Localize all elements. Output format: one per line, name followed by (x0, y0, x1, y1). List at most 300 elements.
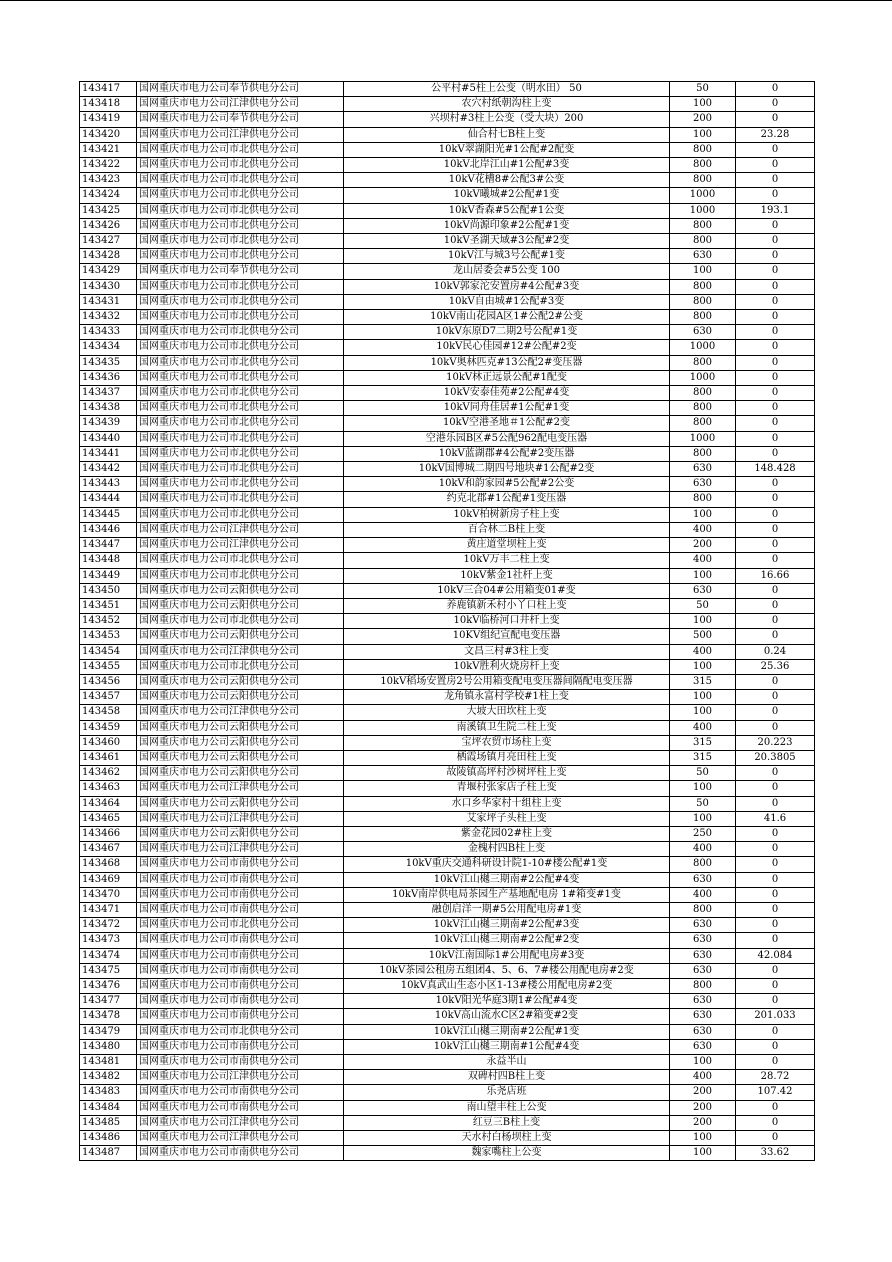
row-company: 国网重庆市电力公司市南供电分公司 (137, 978, 344, 993)
row-id: 143445 (80, 507, 137, 522)
table-row (80, 294, 815, 309)
row-company: 国网重庆市电力公司市北供电分公司 (137, 431, 344, 446)
row-id: 143444 (80, 492, 137, 507)
row-capacity: 100 (670, 97, 736, 112)
row-company: 国网重庆市电力公司市南供电分公司 (137, 857, 344, 872)
row-company: 国网重庆市电力公司市北供电分公司 (137, 173, 344, 188)
row-id: 143465 (80, 811, 137, 826)
row-company: 国网重庆市电力公司市南供电分公司 (137, 948, 344, 963)
row-id: 143432 (80, 310, 137, 325)
row-capacity: 630 (670, 462, 736, 477)
row-capacity: 800 (670, 978, 736, 993)
row-company: 国网重庆市电力公司市北供电分公司 (137, 158, 344, 173)
row-capacity: 1000 (670, 431, 736, 446)
row-capacity: 315 (670, 735, 736, 750)
row-value: 0 (736, 796, 815, 811)
row-company: 国网重庆市电力公司市南供电分公司 (137, 1039, 344, 1054)
row-capacity: 50 (670, 598, 736, 613)
table-row (80, 963, 815, 978)
row-value: 0 (736, 158, 815, 173)
row-capacity: 100 (670, 1055, 736, 1070)
table-row (80, 766, 815, 781)
row-company: 国网重庆市电力公司江津供电分公司 (137, 644, 344, 659)
row-id: 143487 (80, 1146, 137, 1161)
table-row (80, 568, 815, 583)
table-row (80, 325, 815, 340)
row-transformer-name: 红豆三B柱上变 (344, 1115, 670, 1130)
row-value: 0 (736, 1055, 815, 1070)
row-capacity: 100 (670, 127, 736, 142)
table-row (80, 188, 815, 203)
row-capacity: 800 (670, 294, 736, 309)
row-id: 143418 (80, 97, 137, 112)
row-value: 0 (736, 492, 815, 507)
row-value: 0 (736, 416, 815, 431)
row-transformer-name: 融创启洋一期#5公用配电房#1变 (344, 902, 670, 917)
table-row (80, 1039, 815, 1054)
row-capacity: 100 (670, 1131, 736, 1146)
row-transformer-name: 10kV南山花园A区1#公配2#公变 (344, 310, 670, 325)
row-transformer-name: 10kV茶园公租房五组团4、5、6、7#楼公用配电房#2变 (344, 963, 670, 978)
row-transformer-name: 10kV柏树新房子柱上变 (344, 507, 670, 522)
row-capacity: 630 (670, 583, 736, 598)
row-id: 143484 (80, 1100, 137, 1115)
table-row (80, 416, 815, 431)
row-transformer-name: 10kV安泰佳苑#2公配#4变 (344, 386, 670, 401)
row-id: 143442 (80, 462, 137, 477)
row-id: 143486 (80, 1131, 137, 1146)
row-value: 148.428 (736, 462, 815, 477)
row-transformer-name: 10kV江与城3号公配#1变 (344, 249, 670, 264)
row-transformer-name: 10kV阳光华庭3期1#公配#4变 (344, 994, 670, 1009)
row-transformer-name: 10kV奥林匹克#13公配2#变压器 (344, 355, 670, 370)
row-transformer-name: 魏家嘴柱上公变 (344, 1146, 670, 1161)
table-row (80, 142, 815, 157)
row-value: 0 (736, 431, 815, 446)
row-id: 143438 (80, 401, 137, 416)
row-id: 143459 (80, 720, 137, 735)
row-value: 0 (736, 994, 815, 1009)
row-company: 国网重庆市电力公司江津供电分公司 (137, 127, 344, 142)
table-row (80, 842, 815, 857)
row-capacity: 630 (670, 477, 736, 492)
row-value: 0 (736, 1039, 815, 1054)
row-capacity: 200 (670, 538, 736, 553)
row-company: 国网重庆市电力公司云阳供电分公司 (137, 826, 344, 841)
row-value: 0 (736, 538, 815, 553)
row-transformer-name: 10kV东原D7二期2号公配#1变 (344, 325, 670, 340)
row-value: 0 (736, 553, 815, 568)
row-company: 国网重庆市电力公司云阳供电分公司 (137, 750, 344, 765)
row-company: 国网重庆市电力公司市北供电分公司 (137, 310, 344, 325)
row-id: 143471 (80, 902, 137, 917)
row-capacity: 100 (670, 705, 736, 720)
table-row (80, 1146, 815, 1161)
row-value: 16.66 (736, 568, 815, 583)
row-transformer-name: 10kV临桥河口井杆上变 (344, 614, 670, 629)
row-transformer-name: 青堰村张家店子柱上变 (344, 781, 670, 796)
table-row (80, 492, 815, 507)
row-transformer-name: 10kV圣湖天域#3公配#2变 (344, 234, 670, 249)
row-id: 143417 (80, 82, 137, 97)
row-capacity: 1000 (670, 340, 736, 355)
row-transformer-name: 10kV蓝湖郡#4公配#2变压器 (344, 446, 670, 461)
row-transformer-name: 艾家坪子头柱上变 (344, 811, 670, 826)
table-row (80, 203, 815, 218)
table-row (80, 796, 815, 811)
row-transformer-name: 百合林二B柱上变 (344, 522, 670, 537)
row-id: 143485 (80, 1115, 137, 1130)
top-rule (0, 0, 892, 1)
row-company: 国网重庆市电力公司市北供电分公司 (137, 416, 344, 431)
row-value: 0 (736, 857, 815, 872)
row-transformer-name: 大坡大田坎柱上变 (344, 705, 670, 720)
row-transformer-name: 10kV万丰二柱上变 (344, 553, 670, 568)
table-row (80, 948, 815, 963)
row-company: 国网重庆市电力公司江津供电分公司 (137, 97, 344, 112)
row-capacity: 1000 (670, 203, 736, 218)
row-capacity: 630 (670, 872, 736, 887)
row-id: 143464 (80, 796, 137, 811)
row-transformer-name: 农穴村纸朝沟柱上变 (344, 97, 670, 112)
row-value: 0 (736, 82, 815, 97)
table-row (80, 1024, 815, 1039)
row-id: 143435 (80, 355, 137, 370)
row-value: 0 (736, 188, 815, 203)
row-id: 143427 (80, 234, 137, 249)
row-value: 0 (736, 112, 815, 127)
table-row (80, 431, 815, 446)
row-company: 国网重庆市电力公司市南供电分公司 (137, 902, 344, 917)
row-id: 143458 (80, 705, 137, 720)
row-company: 国网重庆市电力公司奉节供电分公司 (137, 264, 344, 279)
row-value: 0 (736, 629, 815, 644)
row-value: 0 (736, 522, 815, 537)
row-value: 0 (736, 355, 815, 370)
table-row (80, 690, 815, 705)
row-id: 143452 (80, 614, 137, 629)
row-company: 国网重庆市电力公司市北供电分公司 (137, 462, 344, 477)
row-company: 国网重庆市电力公司市南供电分公司 (137, 963, 344, 978)
row-transformer-name: 10kV稻场安置房2号公用箱变配电变压器间隔配电变压器 (344, 674, 670, 689)
row-value: 0 (736, 173, 815, 188)
row-capacity: 200 (670, 112, 736, 127)
row-id: 143475 (80, 963, 137, 978)
row-value: 0 (736, 705, 815, 720)
row-company: 国网重庆市电力公司市北供电分公司 (137, 568, 344, 583)
row-company: 国网重庆市电力公司市北供电分公司 (137, 386, 344, 401)
row-capacity: 200 (670, 1100, 736, 1115)
row-value: 0 (736, 249, 815, 264)
table-row (80, 507, 815, 522)
table-row (80, 1055, 815, 1070)
row-transformer-name: 南山望丰柱上公变 (344, 1100, 670, 1115)
table-row (80, 82, 815, 97)
row-capacity: 800 (670, 158, 736, 173)
row-id: 143420 (80, 127, 137, 142)
row-company: 国网重庆市电力公司奉节供电分公司 (137, 112, 344, 127)
row-company: 国网重庆市电力公司奉节供电分公司 (137, 82, 344, 97)
row-company: 国网重庆市电力公司市北供电分公司 (137, 325, 344, 340)
row-company: 国网重庆市电力公司市南供电分公司 (137, 933, 344, 948)
table-row (80, 462, 815, 477)
row-value: 0 (736, 97, 815, 112)
row-capacity: 800 (670, 173, 736, 188)
row-transformer-name: 10KV组纪宣配电变压器 (344, 629, 670, 644)
row-company: 国网重庆市电力公司市南供电分公司 (137, 1100, 344, 1115)
row-transformer-name: 10kV和韵家园#5公配#2公变 (344, 477, 670, 492)
row-capacity: 200 (670, 1085, 736, 1100)
row-value: 0 (736, 598, 815, 613)
table-row (80, 644, 815, 659)
row-id: 143441 (80, 446, 137, 461)
row-capacity: 630 (670, 918, 736, 933)
row-capacity: 100 (670, 614, 736, 629)
row-capacity: 800 (670, 355, 736, 370)
row-transformer-name: 10kV高山流水C区2#箱变#2变 (344, 1009, 670, 1024)
row-transformer-name: 故陵镇高坪村沙树坪柱上变 (344, 766, 670, 781)
row-transformer-name: 10kV林正远景公配#1配变 (344, 370, 670, 385)
table-row (80, 340, 815, 355)
row-value: 0 (736, 918, 815, 933)
table-row (80, 218, 815, 233)
row-value: 0 (736, 325, 815, 340)
row-company: 国网重庆市电力公司江津供电分公司 (137, 1070, 344, 1085)
row-company: 国网重庆市电力公司市北供电分公司 (137, 401, 344, 416)
row-capacity: 100 (670, 690, 736, 705)
row-capacity: 400 (670, 644, 736, 659)
row-value: 107.42 (736, 1085, 815, 1100)
row-company: 国网重庆市电力公司市北供电分公司 (137, 553, 344, 568)
row-transformer-name: 10kV民心佳园#12#公配#2变 (344, 340, 670, 355)
row-transformer-name: 10kV南岸供电局茶园生产基地配电房 1#箱变#1变 (344, 887, 670, 902)
table-row (80, 1115, 815, 1130)
row-company: 国网重庆市电力公司云阳供电分公司 (137, 796, 344, 811)
row-capacity: 400 (670, 522, 736, 537)
table-row (80, 538, 815, 553)
row-transformer-name: 水口乡华家村十组柱上变 (344, 796, 670, 811)
row-capacity: 400 (670, 720, 736, 735)
table-row (80, 994, 815, 1009)
row-capacity: 315 (670, 674, 736, 689)
row-id: 143473 (80, 933, 137, 948)
row-value: 0 (736, 264, 815, 279)
row-id: 143456 (80, 674, 137, 689)
row-id: 143472 (80, 918, 137, 933)
row-capacity: 200 (670, 1115, 736, 1130)
table-body (80, 82, 815, 1161)
row-transformer-name: 10kV三合04#公用箱变01#变 (344, 583, 670, 598)
table-row (80, 249, 815, 264)
table-row (80, 781, 815, 796)
row-company: 国网重庆市电力公司市北供电分公司 (137, 203, 344, 218)
row-capacity: 800 (670, 234, 736, 249)
row-value: 201.033 (736, 1009, 815, 1024)
table-row (80, 1070, 815, 1085)
row-capacity: 400 (670, 553, 736, 568)
row-transformer-name: 10kV空港圣地＃1公配#2变 (344, 416, 670, 431)
row-transformer-name: 10kV自由城#1公配#3变 (344, 294, 670, 309)
row-id: 143429 (80, 264, 137, 279)
row-transformer-name: 龙角镇永富村学校#1柱上变 (344, 690, 670, 705)
row-value: 0 (736, 1131, 815, 1146)
row-value: 33.62 (736, 1146, 815, 1161)
row-id: 143430 (80, 279, 137, 294)
row-capacity: 630 (670, 325, 736, 340)
row-id: 143443 (80, 477, 137, 492)
row-value: 0 (736, 446, 815, 461)
row-capacity: 400 (670, 842, 736, 857)
row-company: 国网重庆市电力公司江津供电分公司 (137, 1131, 344, 1146)
row-id: 143431 (80, 294, 137, 309)
row-transformer-name: 文昌三村#3柱上变 (344, 644, 670, 659)
row-company: 国网重庆市电力公司云阳供电分公司 (137, 690, 344, 705)
row-value: 0 (736, 583, 815, 598)
row-transformer-name: 宝坪农贸市场柱上变 (344, 735, 670, 750)
row-id: 143426 (80, 218, 137, 233)
row-id: 143463 (80, 781, 137, 796)
row-id: 143477 (80, 994, 137, 1009)
row-value: 0 (736, 963, 815, 978)
row-transformer-name: 天水村白杨坝柱上变 (344, 1131, 670, 1146)
row-transformer-name: 公平村#5柱上公变（明水田） 50 (344, 82, 670, 97)
row-value: 0 (736, 978, 815, 993)
row-id: 143482 (80, 1070, 137, 1085)
row-company: 国网重庆市电力公司云阳供电分公司 (137, 583, 344, 598)
row-capacity: 630 (670, 1009, 736, 1024)
row-capacity: 250 (670, 826, 736, 841)
row-id: 143479 (80, 1024, 137, 1039)
row-capacity: 50 (670, 82, 736, 97)
row-transformer-name: 10kV花槽8#公配3#公变 (344, 173, 670, 188)
row-value: 0 (736, 842, 815, 857)
table-row (80, 158, 815, 173)
row-id: 143453 (80, 629, 137, 644)
table-row (80, 918, 815, 933)
table-row (80, 614, 815, 629)
table-row (80, 598, 815, 613)
row-capacity: 800 (670, 857, 736, 872)
row-transformer-name: 空港乐园B区#5公配962配电变压器 (344, 431, 670, 446)
row-capacity: 630 (670, 1039, 736, 1054)
row-value: 0 (736, 674, 815, 689)
row-id: 143421 (80, 142, 137, 157)
row-transformer-name: 栖霞场镇月亮田柱上变 (344, 750, 670, 765)
row-id: 143470 (80, 887, 137, 902)
row-company: 国网重庆市电力公司市南供电分公司 (137, 887, 344, 902)
row-capacity: 100 (670, 507, 736, 522)
row-capacity: 630 (670, 963, 736, 978)
row-value: 0 (736, 1115, 815, 1130)
row-company: 国网重庆市电力公司市北供电分公司 (137, 294, 344, 309)
row-transformer-name: 兴坝村#3柱上公变（受大块）200 (344, 112, 670, 127)
row-id: 143434 (80, 340, 137, 355)
row-id: 143466 (80, 826, 137, 841)
row-value: 0 (736, 887, 815, 902)
row-company: 国网重庆市电力公司市北供电分公司 (137, 249, 344, 264)
row-id: 143462 (80, 766, 137, 781)
table-row (80, 112, 815, 127)
row-id: 143428 (80, 249, 137, 264)
table-row (80, 887, 815, 902)
table-row (80, 1100, 815, 1115)
row-company: 国网重庆市电力公司市北供电分公司 (137, 918, 344, 933)
row-company: 国网重庆市电力公司市北供电分公司 (137, 492, 344, 507)
row-transformer-name: 10kV曦城#2公配#1变 (344, 188, 670, 203)
row-company: 国网重庆市电力公司江津供电分公司 (137, 1115, 344, 1130)
row-value: 0 (736, 340, 815, 355)
row-company: 国网重庆市电力公司市北供电分公司 (137, 477, 344, 492)
table-row (80, 674, 815, 689)
table-row (80, 522, 815, 537)
table-row (80, 583, 815, 598)
row-value: 20.223 (736, 735, 815, 750)
row-id: 143440 (80, 431, 137, 446)
table-row (80, 127, 815, 142)
row-id: 143439 (80, 416, 137, 431)
table-row (80, 355, 815, 370)
row-transformer-name: 10kV江山樾三期南#1公配#4变 (344, 1039, 670, 1054)
row-company: 国网重庆市电力公司市北供电分公司 (137, 234, 344, 249)
row-value: 0 (736, 720, 815, 735)
row-company: 国网重庆市电力公司市北供电分公司 (137, 218, 344, 233)
row-company: 国网重庆市电力公司市北供电分公司 (137, 370, 344, 385)
table-row (80, 401, 815, 416)
row-transformer-name: 10kV国博城二期四号地块#1公配#2变 (344, 462, 670, 477)
table-row (80, 1131, 815, 1146)
row-value: 0 (736, 766, 815, 781)
table-row (80, 370, 815, 385)
row-transformer-name: 10kV紫金1社杆上变 (344, 568, 670, 583)
row-company: 国网重庆市电力公司市南供电分公司 (137, 872, 344, 887)
row-value: 0 (736, 933, 815, 948)
row-value: 0 (736, 310, 815, 325)
row-company: 国网重庆市电力公司江津供电分公司 (137, 842, 344, 857)
row-id: 143422 (80, 158, 137, 173)
row-capacity: 800 (670, 401, 736, 416)
row-id: 143449 (80, 568, 137, 583)
row-capacity: 100 (670, 264, 736, 279)
row-capacity: 800 (670, 386, 736, 401)
row-company: 国网重庆市电力公司江津供电分公司 (137, 522, 344, 537)
row-company: 国网重庆市电力公司市北供电分公司 (137, 188, 344, 203)
row-value: 0 (736, 690, 815, 705)
row-id: 143461 (80, 750, 137, 765)
row-id: 143450 (80, 583, 137, 598)
row-transformer-name: 10kV江山樾三期南#2公配#2变 (344, 933, 670, 948)
row-capacity: 500 (670, 629, 736, 644)
row-transformer-name: 约克北郡#1公配#1变压器 (344, 492, 670, 507)
row-id: 143469 (80, 872, 137, 887)
row-company: 国网重庆市电力公司市北供电分公司 (137, 507, 344, 522)
row-company: 国网重庆市电力公司江津供电分公司 (137, 781, 344, 796)
table-row (80, 553, 815, 568)
row-company: 国网重庆市电力公司云阳供电分公司 (137, 598, 344, 613)
row-value: 0 (736, 781, 815, 796)
row-value: 0 (736, 872, 815, 887)
row-id: 143481 (80, 1055, 137, 1070)
table-row (80, 234, 815, 249)
row-id: 143424 (80, 188, 137, 203)
row-id: 143460 (80, 735, 137, 750)
row-transformer-name: 10kV胜利火烧房杆上变 (344, 659, 670, 674)
row-company: 国网重庆市电力公司市北供电分公司 (137, 446, 344, 461)
row-company: 国网重庆市电力公司市北供电分公司 (137, 659, 344, 674)
table-row (80, 386, 815, 401)
row-company: 国网重庆市电力公司市南供电分公司 (137, 994, 344, 1009)
row-id: 143433 (80, 325, 137, 340)
row-transformer-name: 10kV真武山生态小区1-13#楼公用配电房#2变 (344, 978, 670, 993)
